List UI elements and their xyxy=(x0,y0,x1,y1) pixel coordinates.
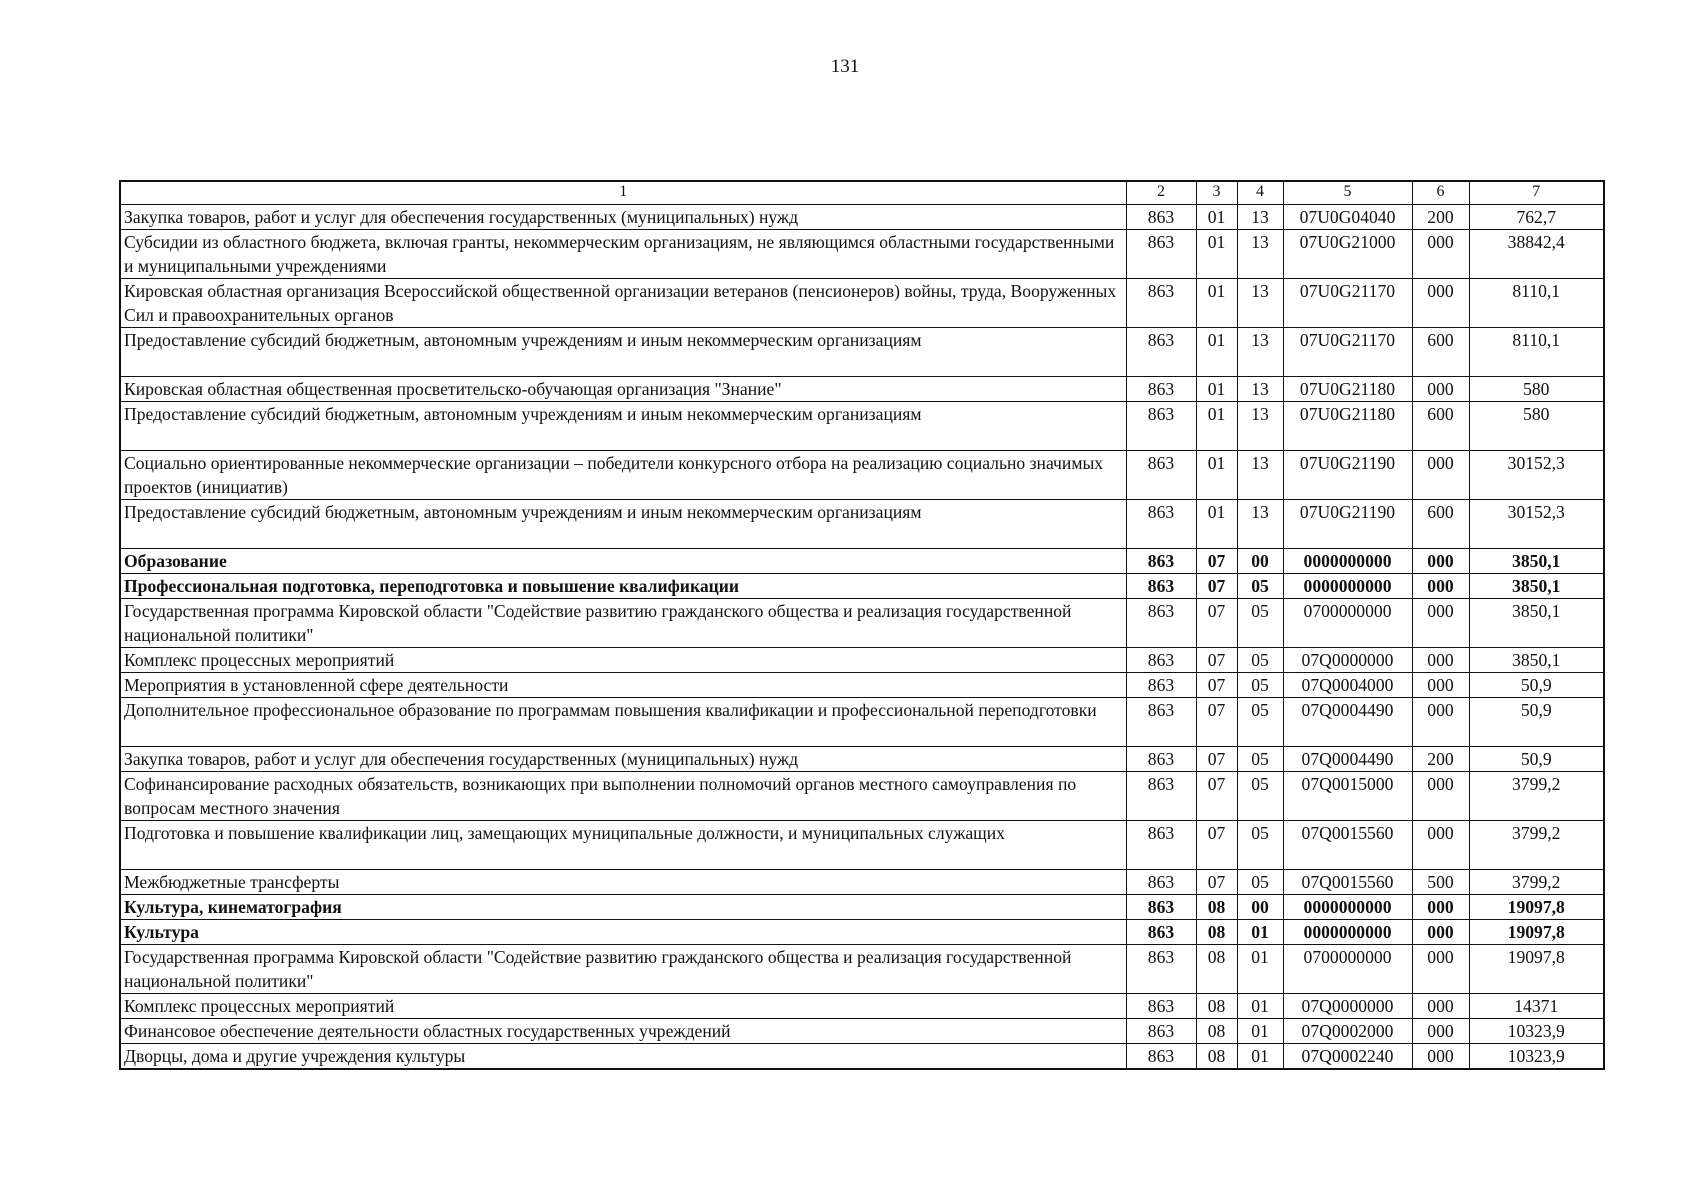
column-header: 2 xyxy=(1126,181,1196,205)
row-description: Профессиональная подготовка, переподготовка и повышение квалификации xyxy=(120,574,1126,599)
row-col-5: 07U0G21190 xyxy=(1283,500,1412,549)
row-description: Социально ориентированные некоммерческие организации – победители конкурсного отбора на реализацию социально значимых проектов (инициатив) xyxy=(120,451,1126,500)
column-header: 7 xyxy=(1469,181,1604,205)
row-amount: 19097,8 xyxy=(1469,920,1604,945)
table-row xyxy=(120,698,1604,747)
row-col-4: 13 xyxy=(1237,500,1283,549)
row-col-4: 13 xyxy=(1237,205,1283,230)
row-col-6: 000 xyxy=(1412,1019,1469,1044)
row-col-3: 08 xyxy=(1196,945,1237,994)
row-col-3: 01 xyxy=(1196,230,1237,279)
row-col-2: 863 xyxy=(1126,920,1196,945)
row-col-2: 863 xyxy=(1126,574,1196,599)
table-row xyxy=(120,648,1604,673)
row-col-2: 863 xyxy=(1126,402,1196,451)
table-row xyxy=(120,574,1604,599)
row-col-4: 05 xyxy=(1237,870,1283,895)
row-description: Комплекс процессных мероприятий xyxy=(120,648,1126,673)
row-col-5: 07U0G21180 xyxy=(1283,377,1412,402)
table-row xyxy=(120,230,1604,279)
row-col-2: 863 xyxy=(1126,648,1196,673)
row-col-6: 000 xyxy=(1412,1044,1469,1070)
row-amount: 3850,1 xyxy=(1469,549,1604,574)
row-amount: 3850,1 xyxy=(1469,599,1604,648)
table-row xyxy=(120,870,1604,895)
row-col-4: 01 xyxy=(1237,945,1283,994)
row-description: Дополнительное профессиональное образование по программам повышения квалификации и профессиональной переподготовки xyxy=(120,698,1126,747)
row-description: Кировская областная организация Всероссийской общественной организации ветеранов (пенсионеров) войны, труда, Вооруженных Сил и правоохранительных органов xyxy=(120,279,1126,328)
row-col-3: 07 xyxy=(1196,772,1237,821)
row-col-4: 05 xyxy=(1237,673,1283,698)
row-col-2: 863 xyxy=(1126,549,1196,574)
row-col-2: 863 xyxy=(1126,599,1196,648)
row-col-5: 07U0G04040 xyxy=(1283,205,1412,230)
table-row xyxy=(120,1019,1604,1044)
row-col-2: 863 xyxy=(1126,1044,1196,1070)
row-col-6: 000 xyxy=(1412,673,1469,698)
row-col-5: 07Q0004490 xyxy=(1283,747,1412,772)
table-row xyxy=(120,1044,1604,1070)
row-col-2: 863 xyxy=(1126,377,1196,402)
row-col-2: 863 xyxy=(1126,205,1196,230)
row-col-5: 0700000000 xyxy=(1283,945,1412,994)
row-description: Софинансирование расходных обязательств, возникающих при выполнении полномочий органов местного самоуправления по вопросам местного значения xyxy=(120,772,1126,821)
table-row xyxy=(120,205,1604,230)
row-description: Культура xyxy=(120,920,1126,945)
table-header-row xyxy=(120,181,1604,205)
row-col-4: 13 xyxy=(1237,451,1283,500)
table-row xyxy=(120,377,1604,402)
row-description: Мероприятия в установленной сфере деятельности xyxy=(120,673,1126,698)
row-col-3: 07 xyxy=(1196,549,1237,574)
row-col-6: 600 xyxy=(1412,328,1469,377)
row-col-6: 200 xyxy=(1412,205,1469,230)
row-col-3: 07 xyxy=(1196,673,1237,698)
row-col-5: 07Q0000000 xyxy=(1283,648,1412,673)
row-col-4: 01 xyxy=(1237,920,1283,945)
row-col-2: 863 xyxy=(1126,698,1196,747)
row-amount: 50,9 xyxy=(1469,747,1604,772)
table-row xyxy=(120,945,1604,994)
row-description: Предоставление субсидий бюджетным, автономным учреждениям и иным некоммерческим организациям xyxy=(120,500,1126,549)
row-col-3: 07 xyxy=(1196,698,1237,747)
row-col-2: 863 xyxy=(1126,772,1196,821)
row-col-6: 000 xyxy=(1412,599,1469,648)
row-col-6: 000 xyxy=(1412,994,1469,1019)
row-col-2: 863 xyxy=(1126,1019,1196,1044)
table-row xyxy=(120,599,1604,648)
row-col-5: 07Q0002000 xyxy=(1283,1019,1412,1044)
row-amount: 580 xyxy=(1469,377,1604,402)
table-row xyxy=(120,402,1604,451)
row-description: Предоставление субсидий бюджетным, автономным учреждениям и иным некоммерческим организациям xyxy=(120,328,1126,377)
row-col-3: 08 xyxy=(1196,895,1237,920)
row-col-5: 07Q0015000 xyxy=(1283,772,1412,821)
row-col-5: 07U0G21170 xyxy=(1283,279,1412,328)
row-col-2: 863 xyxy=(1126,821,1196,870)
table-row xyxy=(120,328,1604,377)
column-header: 1 xyxy=(120,181,1126,205)
row-col-2: 863 xyxy=(1126,747,1196,772)
row-col-3: 01 xyxy=(1196,451,1237,500)
row-col-3: 08 xyxy=(1196,1044,1237,1070)
row-col-4: 13 xyxy=(1237,402,1283,451)
row-col-6: 000 xyxy=(1412,279,1469,328)
row-col-3: 07 xyxy=(1196,747,1237,772)
row-amount: 10323,9 xyxy=(1469,1044,1604,1070)
row-col-5: 07U0G21170 xyxy=(1283,328,1412,377)
row-col-6: 000 xyxy=(1412,698,1469,747)
row-amount: 3850,1 xyxy=(1469,648,1604,673)
row-col-6: 000 xyxy=(1412,945,1469,994)
row-col-4: 01 xyxy=(1237,1019,1283,1044)
row-col-6: 000 xyxy=(1412,451,1469,500)
row-col-6: 000 xyxy=(1412,821,1469,870)
row-col-2: 863 xyxy=(1126,230,1196,279)
row-amount: 14371 xyxy=(1469,994,1604,1019)
row-col-4: 13 xyxy=(1237,328,1283,377)
row-col-5: 07U0G21180 xyxy=(1283,402,1412,451)
row-col-4: 05 xyxy=(1237,821,1283,870)
row-amount: 19097,8 xyxy=(1469,945,1604,994)
row-col-4: 00 xyxy=(1237,895,1283,920)
row-col-6: 000 xyxy=(1412,230,1469,279)
row-col-4: 05 xyxy=(1237,747,1283,772)
row-col-3: 01 xyxy=(1196,377,1237,402)
row-col-5: 07Q0002240 xyxy=(1283,1044,1412,1070)
row-col-4: 05 xyxy=(1237,599,1283,648)
table-row xyxy=(120,772,1604,821)
row-col-5: 0000000000 xyxy=(1283,920,1412,945)
row-col-3: 01 xyxy=(1196,402,1237,451)
row-description: Предоставление субсидий бюджетным, автономным учреждениям и иным некоммерческим организациям xyxy=(120,402,1126,451)
row-amount: 3799,2 xyxy=(1469,821,1604,870)
table-row xyxy=(120,549,1604,574)
row-col-4: 13 xyxy=(1237,279,1283,328)
table-row xyxy=(120,994,1604,1019)
row-col-3: 07 xyxy=(1196,648,1237,673)
row-col-6: 000 xyxy=(1412,574,1469,599)
row-col-5: 07Q0004000 xyxy=(1283,673,1412,698)
table-row xyxy=(120,895,1604,920)
row-col-6: 500 xyxy=(1412,870,1469,895)
row-col-5: 0000000000 xyxy=(1283,895,1412,920)
table-row xyxy=(120,747,1604,772)
row-amount: 19097,8 xyxy=(1469,895,1604,920)
row-col-5: 0000000000 xyxy=(1283,574,1412,599)
table-row xyxy=(120,821,1604,870)
row-col-4: 05 xyxy=(1237,648,1283,673)
column-header: 5 xyxy=(1283,181,1412,205)
row-description: Финансовое обеспечение деятельности областных государственных учреждений xyxy=(120,1019,1126,1044)
row-col-2: 863 xyxy=(1126,673,1196,698)
row-amount: 50,9 xyxy=(1469,698,1604,747)
row-col-5: 07U0G21190 xyxy=(1283,451,1412,500)
row-col-3: 07 xyxy=(1196,599,1237,648)
row-amount: 8110,1 xyxy=(1469,328,1604,377)
row-col-4: 01 xyxy=(1237,994,1283,1019)
row-description: Субсидии из областного бюджета, включая гранты, некоммерческим организациям, не являющимся областными государственными и муниципальными учреждениями xyxy=(120,230,1126,279)
row-description: Государственная программа Кировской области "Содействие развитию гражданского общества и реализация государственной национальной политики" xyxy=(120,945,1126,994)
row-description: Подготовка и повышение квалификации лиц, замещающих муниципальные должности, и муниципальных служащих xyxy=(120,821,1126,870)
table-body xyxy=(120,205,1604,1070)
row-description: Закупка товаров, работ и услуг для обеспечения государственных (муниципальных) нужд xyxy=(120,205,1126,230)
row-amount: 762,7 xyxy=(1469,205,1604,230)
row-col-5: 07U0G21000 xyxy=(1283,230,1412,279)
row-amount: 38842,4 xyxy=(1469,230,1604,279)
row-col-2: 863 xyxy=(1126,500,1196,549)
row-description: Закупка товаров, работ и услуг для обеспечения государственных (муниципальных) нужд xyxy=(120,747,1126,772)
row-amount: 50,9 xyxy=(1469,673,1604,698)
row-col-6: 600 xyxy=(1412,500,1469,549)
row-col-6: 600 xyxy=(1412,402,1469,451)
row-col-3: 07 xyxy=(1196,574,1237,599)
column-header: 4 xyxy=(1237,181,1283,205)
row-amount: 8110,1 xyxy=(1469,279,1604,328)
row-col-3: 08 xyxy=(1196,1019,1237,1044)
row-col-6: 200 xyxy=(1412,747,1469,772)
row-description: Культура, кинематография xyxy=(120,895,1126,920)
budget-table xyxy=(119,180,1605,1070)
table-row xyxy=(120,500,1604,549)
row-col-6: 000 xyxy=(1412,895,1469,920)
table-row xyxy=(120,673,1604,698)
row-col-3: 07 xyxy=(1196,821,1237,870)
row-col-6: 000 xyxy=(1412,772,1469,821)
row-description: Образование xyxy=(120,549,1126,574)
row-col-2: 863 xyxy=(1126,451,1196,500)
row-col-4: 05 xyxy=(1237,772,1283,821)
row-col-4: 05 xyxy=(1237,574,1283,599)
row-col-3: 08 xyxy=(1196,994,1237,1019)
row-col-4: 00 xyxy=(1237,549,1283,574)
page-number: 131 xyxy=(830,56,860,77)
row-col-3: 07 xyxy=(1196,870,1237,895)
row-col-2: 863 xyxy=(1126,870,1196,895)
row-col-6: 000 xyxy=(1412,920,1469,945)
row-col-4: 01 xyxy=(1237,1044,1283,1070)
row-description: Комплекс процессных мероприятий xyxy=(120,994,1126,1019)
row-description: Дворцы, дома и другие учреждения культуры xyxy=(120,1044,1126,1070)
row-amount: 3850,1 xyxy=(1469,574,1604,599)
row-col-4: 13 xyxy=(1237,230,1283,279)
row-description: Государственная программа Кировской области "Содействие развитию гражданского общества и реализация государственной национальной политики" xyxy=(120,599,1126,648)
row-col-5: 0700000000 xyxy=(1283,599,1412,648)
row-col-3: 01 xyxy=(1196,500,1237,549)
row-col-4: 13 xyxy=(1237,377,1283,402)
row-col-2: 863 xyxy=(1126,994,1196,1019)
row-col-5: 07Q0004490 xyxy=(1283,698,1412,747)
row-col-4: 05 xyxy=(1237,698,1283,747)
row-amount: 3799,2 xyxy=(1469,772,1604,821)
row-col-5: 07Q0015560 xyxy=(1283,870,1412,895)
row-amount: 10323,9 xyxy=(1469,1019,1604,1044)
row-amount: 30152,3 xyxy=(1469,500,1604,549)
column-header: 3 xyxy=(1196,181,1237,205)
table-row xyxy=(120,920,1604,945)
row-description: Кировская областная общественная просветительско-обучающая организация "Знание" xyxy=(120,377,1126,402)
row-col-6: 000 xyxy=(1412,549,1469,574)
row-col-5: 07Q0015560 xyxy=(1283,821,1412,870)
row-col-5: 0000000000 xyxy=(1283,549,1412,574)
row-amount: 30152,3 xyxy=(1469,451,1604,500)
row-description: Межбюджетные трансферты xyxy=(120,870,1126,895)
row-col-6: 000 xyxy=(1412,648,1469,673)
row-col-5: 07Q0000000 xyxy=(1283,994,1412,1019)
row-col-3: 01 xyxy=(1196,328,1237,377)
column-header: 6 xyxy=(1412,181,1469,205)
row-col-2: 863 xyxy=(1126,945,1196,994)
row-amount: 580 xyxy=(1469,402,1604,451)
row-col-2: 863 xyxy=(1126,328,1196,377)
row-col-6: 000 xyxy=(1412,377,1469,402)
row-col-3: 08 xyxy=(1196,920,1237,945)
row-col-3: 01 xyxy=(1196,205,1237,230)
table-row xyxy=(120,451,1604,500)
row-amount: 3799,2 xyxy=(1469,870,1604,895)
row-col-2: 863 xyxy=(1126,895,1196,920)
row-col-2: 863 xyxy=(1126,279,1196,328)
row-col-3: 01 xyxy=(1196,279,1237,328)
table-row xyxy=(120,279,1604,328)
